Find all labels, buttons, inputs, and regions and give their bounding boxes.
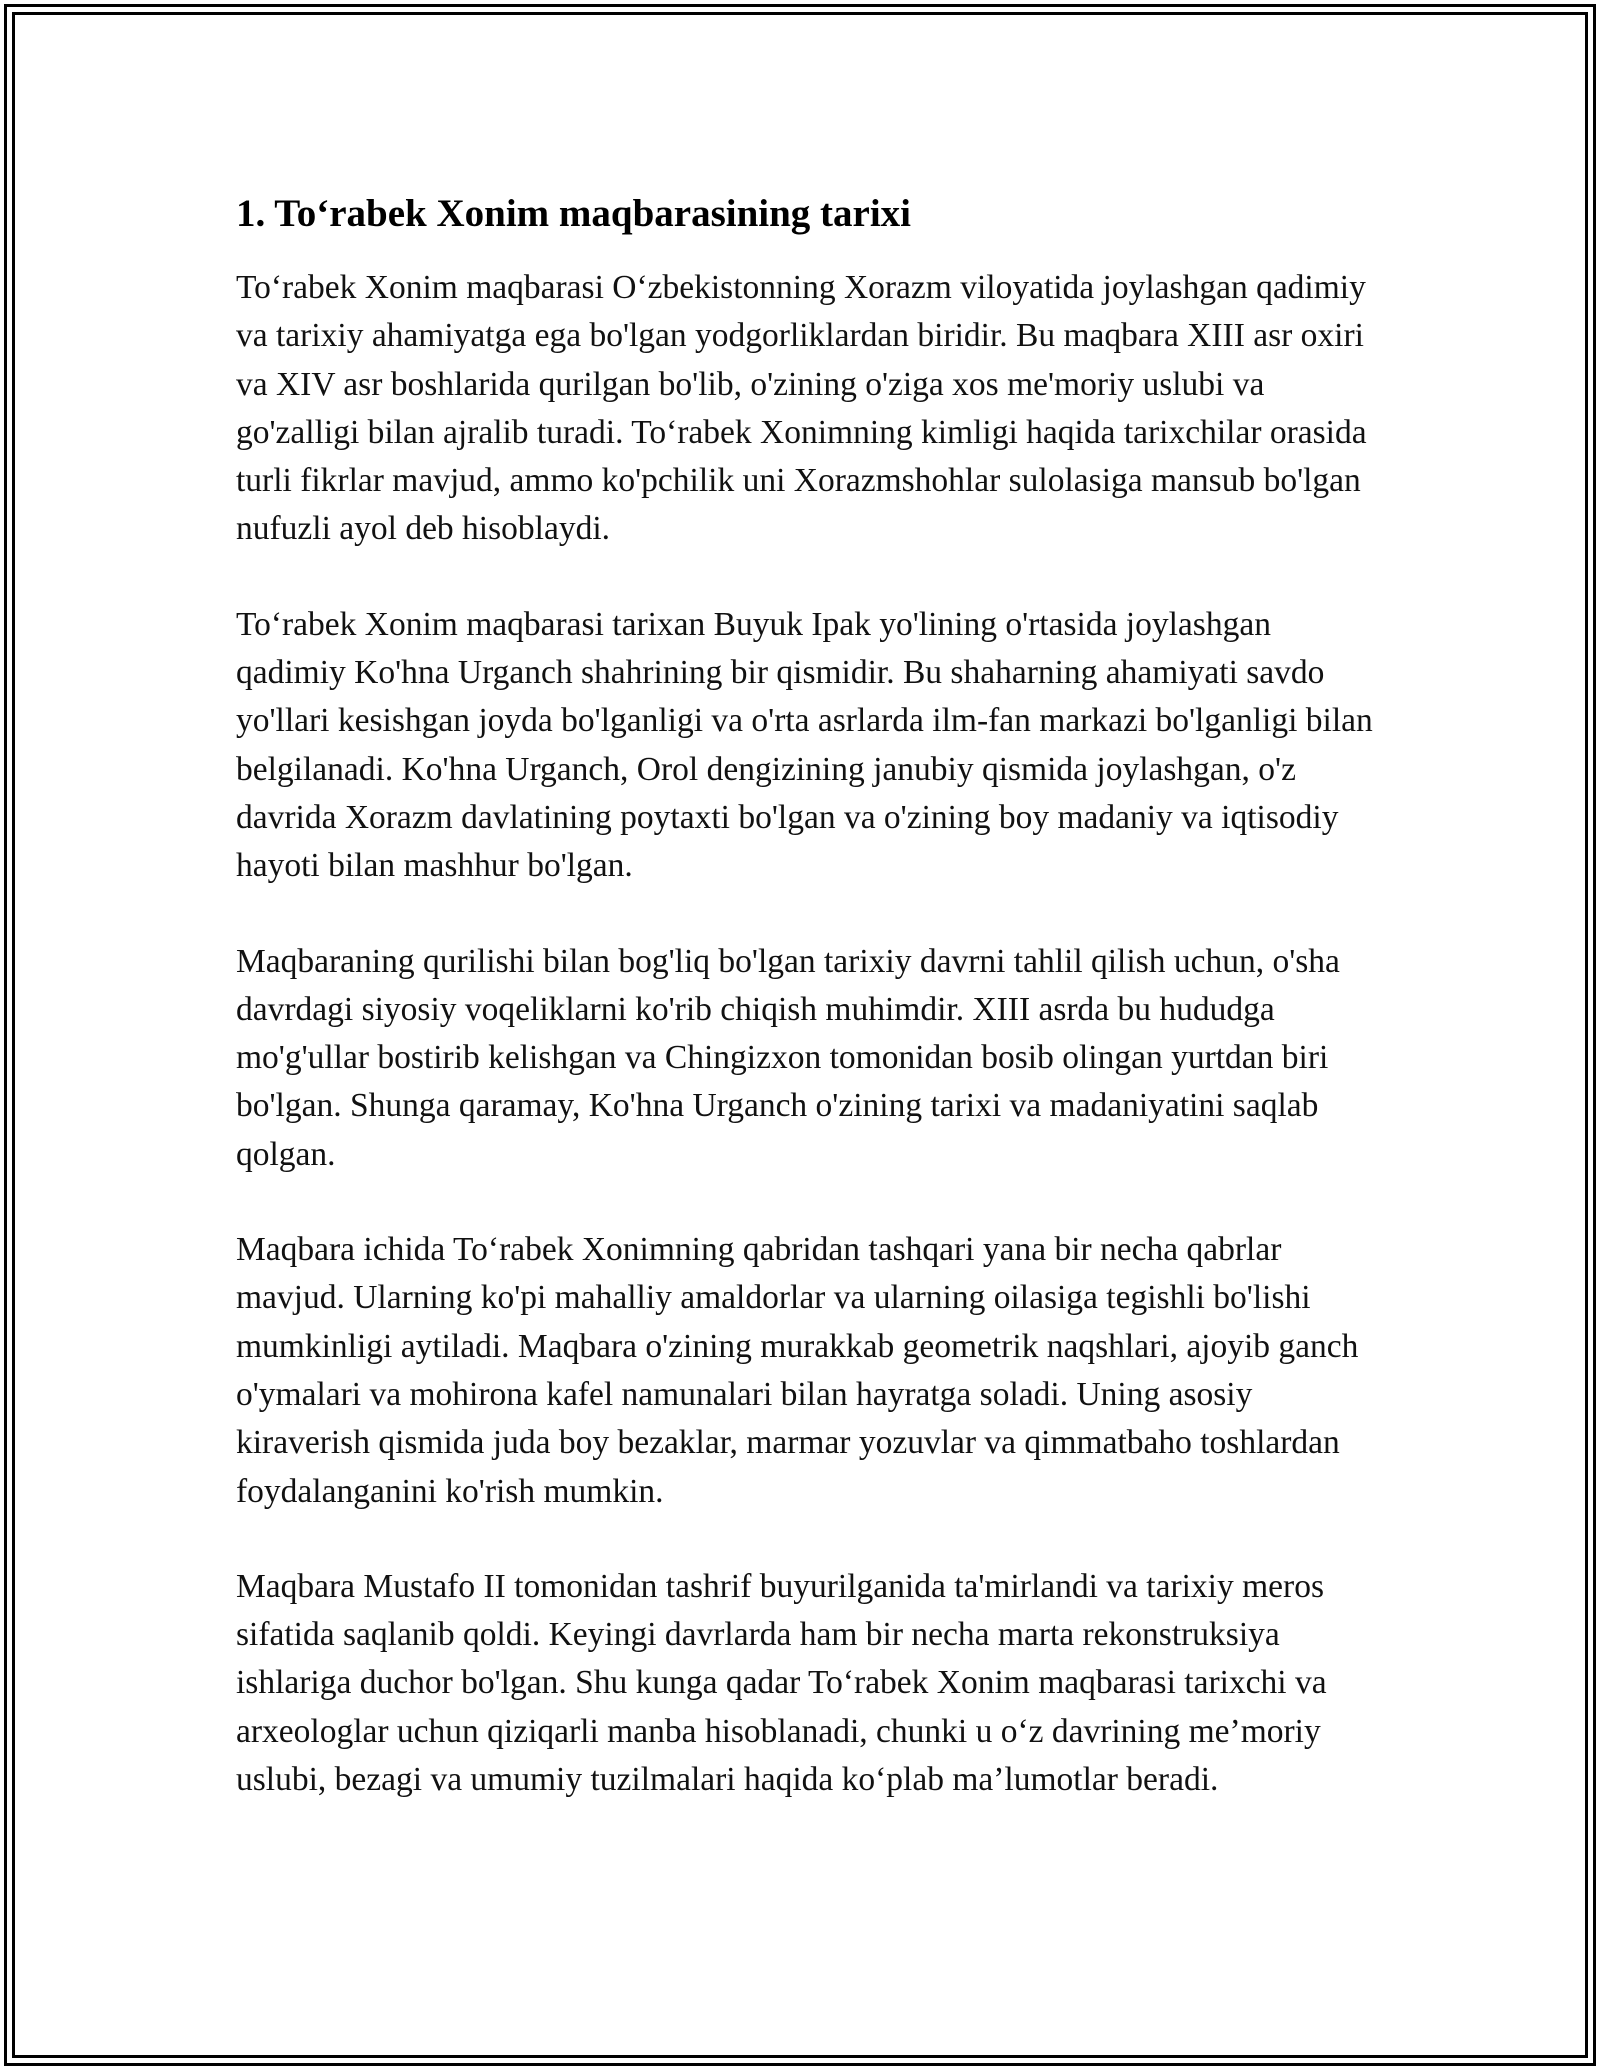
paragraph-4: Maqbara ichida To‘rabek Xonimning qabridan tashqari yana bir necha qabrlar mavjud. Ularning ko'pi mahalliy amaldorlar va ularning oilasiga tegishli bo'lishi mumkinligi aytiladi. Maqbara o'zining murakkab geometrik naqshlari, ajoyib ganch o'ymalari va mohirona kafel namunalari bilan hayratga soladi. Uning asosiy kiraverish qismida juda boy bezaklar, marmar yozuvlar va qimmatbaho toshlardan foydalanganini ko'rish mumkin. [236, 1231, 1359, 1510]
paragraph-3: Maqbaraning qurilishi bilan bog'liq bo'lgan tarixiy davrni tahlil qilish uchun, o'sha davrdagi siyosiy voqeliklarni ko'rib chiqish muhimdir. XIII asrda bu hududga mo'g'ullar bostirib kelishgan va Chingizxon tomonidan bosib olingan yurtdan biri bo'lgan. Shunga qaramay, Ko'hna Urganch o'zining tarixi va madaniyatini saqlab qolgan. [236, 942, 1340, 1173]
paragraph-2: To‘rabek Xonim maqbarasi tarixan Buyuk Ipak yo'lining o'rtasida joylashgan qadimiy Ko'hna Urganch shahrining bir qismidir. Bu shaharning ahamiyati savdo yo'llari kesishgan joyda bo'lganligi va o'rta asrlarda ilm-fan markazi bo'lganligi bilan belgilanadi. Ko'hna Urganch, Orol dengizining janubiy qismida joylashgan, o'z davrida Xorazm davlatining poytaxti bo'lgan va o'zining boy madaniy va iqtisodiy hayoti bilan mashhur bo'lgan. [236, 605, 1373, 885]
paragraph-5: Maqbara Mustafo II tomonidan tashrif buyurilganida ta'mirlandi va tarixiy meros sifatida saqlanib qoldi. Keyingi davrlarda ham bir necha marta rekonstruksiya ishlariga duchor bo'lgan. Shu kunga qadar To‘rabek Xonim maqbarasi tarixchi va arxeologlar uchun qiziqarli manba hisoblanadi, chunki u o‘z davrining me’moriy uslubi, bezagi va umumiy tuzilmalari haqida ko‘plab ma’lumotlar beradi. [236, 1567, 1327, 1799]
paragraph-1: To‘rabek Xonim maqbarasi O‘zbekistonning Xorazm viloyatida joylashgan qadimiy va tarixiy ahamiyatga ega bo'lgan yodgorliklardan biridir. Bu maqbara XIII asr oxiri va XIV asr boshlarida qurilgan bo'lib, o'zining o'ziga xos me'moriy uslubi va go'zalligi bilan ajralib turadi. To‘rabek Xonimning kimligi haqida tarixchilar orasida turli fikrlar mavjud, ammo ko'pchilik uni Xorazmshohlar sulolasiga mansub bo'lgan nufuzli ayol deb hisoblaydi. [236, 269, 1367, 548]
section-heading: 1. To‘rabek Xonim maqbarasining tarixi [236, 192, 912, 235]
document-body [236, 186, 1376, 1851]
